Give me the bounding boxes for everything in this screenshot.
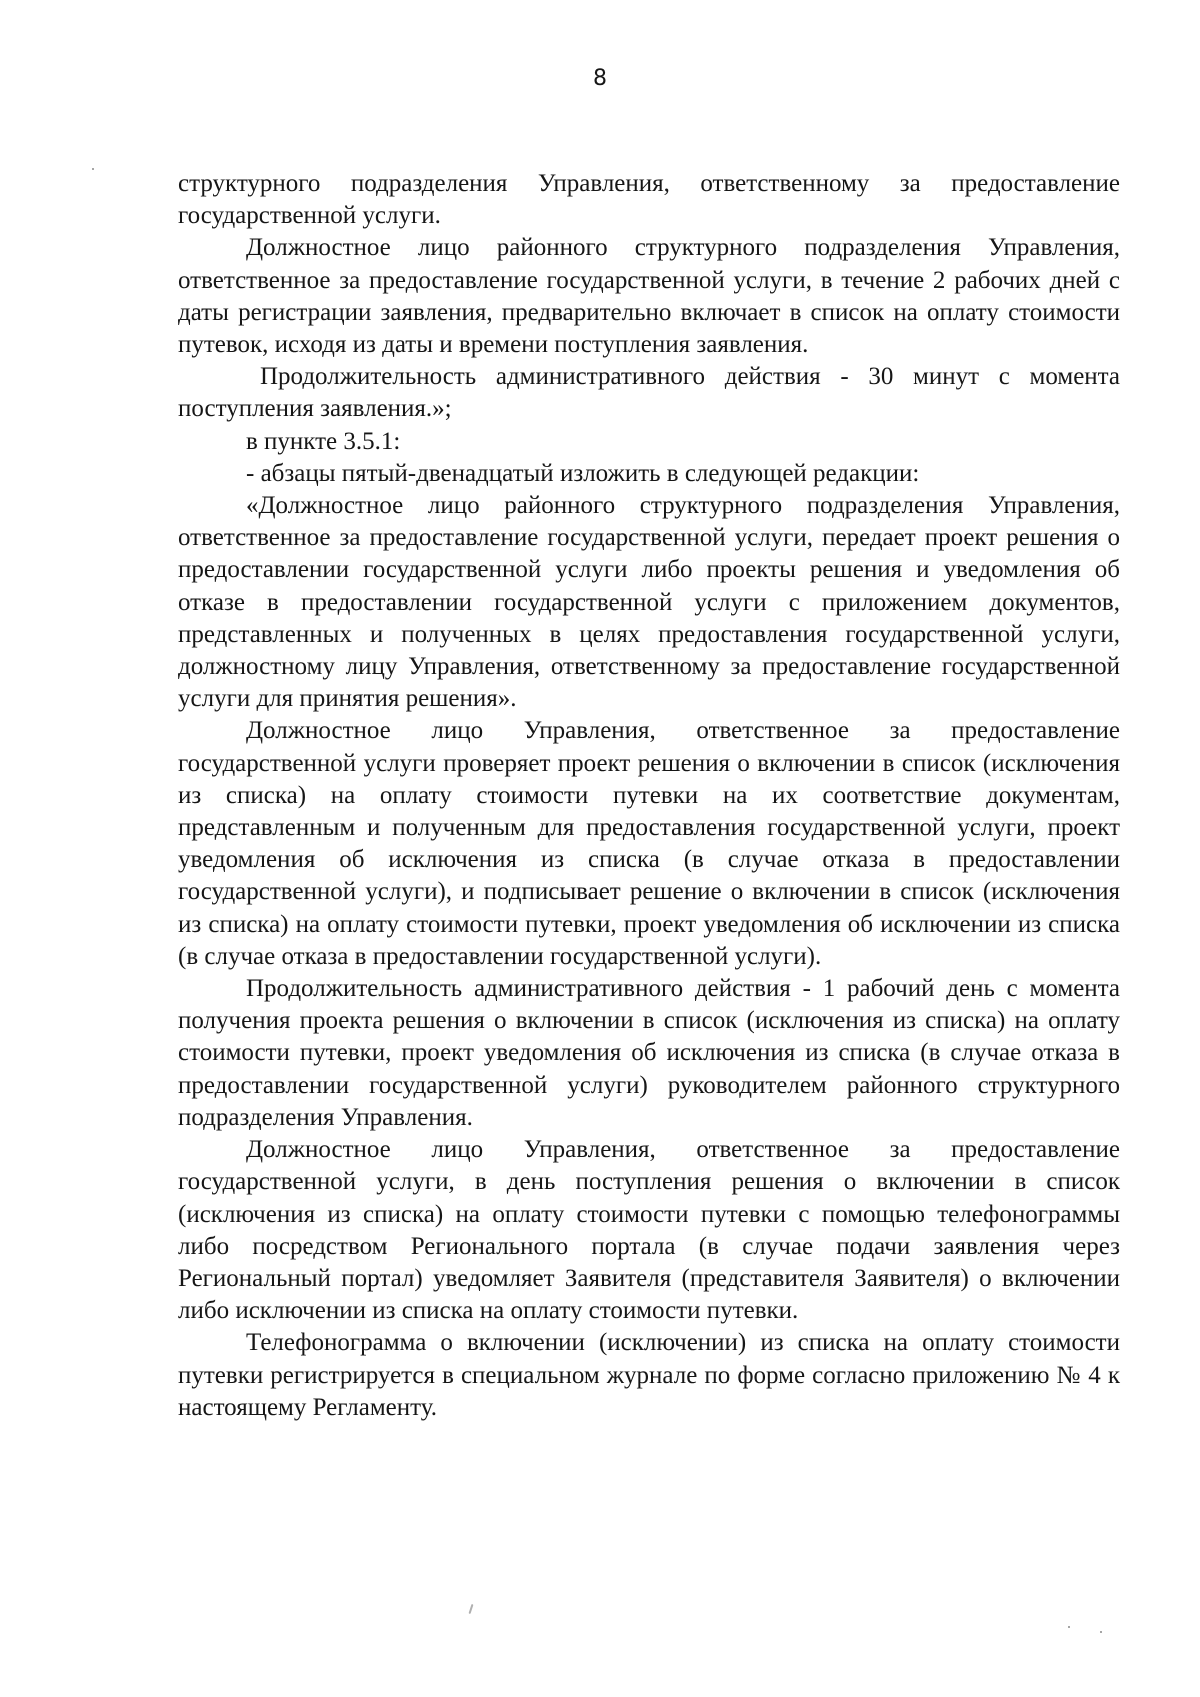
paragraph: Должностное лицо Управления, ответственное за предоставление государственной услуги проверяет проект решения о включении в список (исключения из списка) на оплату стоимости путевки на их соответствие документам, представленным и полученным для предоставления государственной услуги, проект уведомления об исключения из списка (в случае отказа в предоставлении государственной услуги), и подписывает решение о включении в список (исключения из списка) на оплату стоимости путевки, проект уведомления об исключении из списка (в случае отказа в предоставлении государственной услуги). <box>178 717 1120 970</box>
paragraph: - абзацы пятый-двенадцатый изложить в следующей редакции: <box>246 459 920 487</box>
paragraph: Продолжительность административного действия - 30 минут с момента поступления заявления.»; <box>178 363 1120 423</box>
paragraph-continuation: структурного подразделения Управления, ответственному за предоставление государственной услуги. <box>178 170 1120 230</box>
scan-speck <box>1068 1626 1070 1628</box>
paragraph: «Должностное лицо районного структурного подразделения Управления, ответственное за предоставление государственной услуги, передает проект решения о предоставлении государственной услуги либо проекты решения и уведомления об отказе в предоставлении государственной услуги с приложением документов, представленных и полученных в целях предоставления государственной услуги, должностному лицу Управления, ответственному за предоставление государственной услуги для принятия решения». <box>178 492 1120 713</box>
scan-speck <box>92 168 94 170</box>
scan-speck <box>1100 1631 1102 1633</box>
paragraph: в пункте 3.5.1: <box>246 427 401 455</box>
paragraph: Продолжительность административного действия - 1 рабочий день с момента получения проекта решения о включении в список (исключения из списка) на оплату стоимости путевки, проект уведомления об исключения из списка (в случае отказа в предоставлении государственной услуги) руководителем районного структурного подразделения Управления. <box>178 975 1120 1131</box>
paragraph: Должностное лицо Управления, ответственное за предоставление государственной услуги, в день поступления решения о включении в список (исключения из списка) на оплату стоимости путевки с помощью телефонограммы либо посредством Регионального портала (в случае подачи заявления через Региональный портал) уведомляет Заявителя (представителя Заявителя) о включении либо исключении из списка на оплату стоимости путевки. <box>178 1136 1120 1325</box>
document-body <box>178 168 1120 1424</box>
paragraph: Должностное лицо районного структурного подразделения Управления, ответственное за предоставление государственной услуги, в течение 2 рабочих дней с даты регистрации заявления, предварительно включает в список на оплату стоимости путевок, исходя из даты и времени поступления заявления. <box>178 234 1120 359</box>
page-number: 8 <box>593 66 607 91</box>
paragraph: Телефонограмма о включении (исключении) из списка на оплату стоимости путевки регистрируется в специальном журнале по форме согласно приложению № 4 к настоящему Регламенту. <box>178 1329 1120 1421</box>
scan-speck <box>469 1604 474 1614</box>
